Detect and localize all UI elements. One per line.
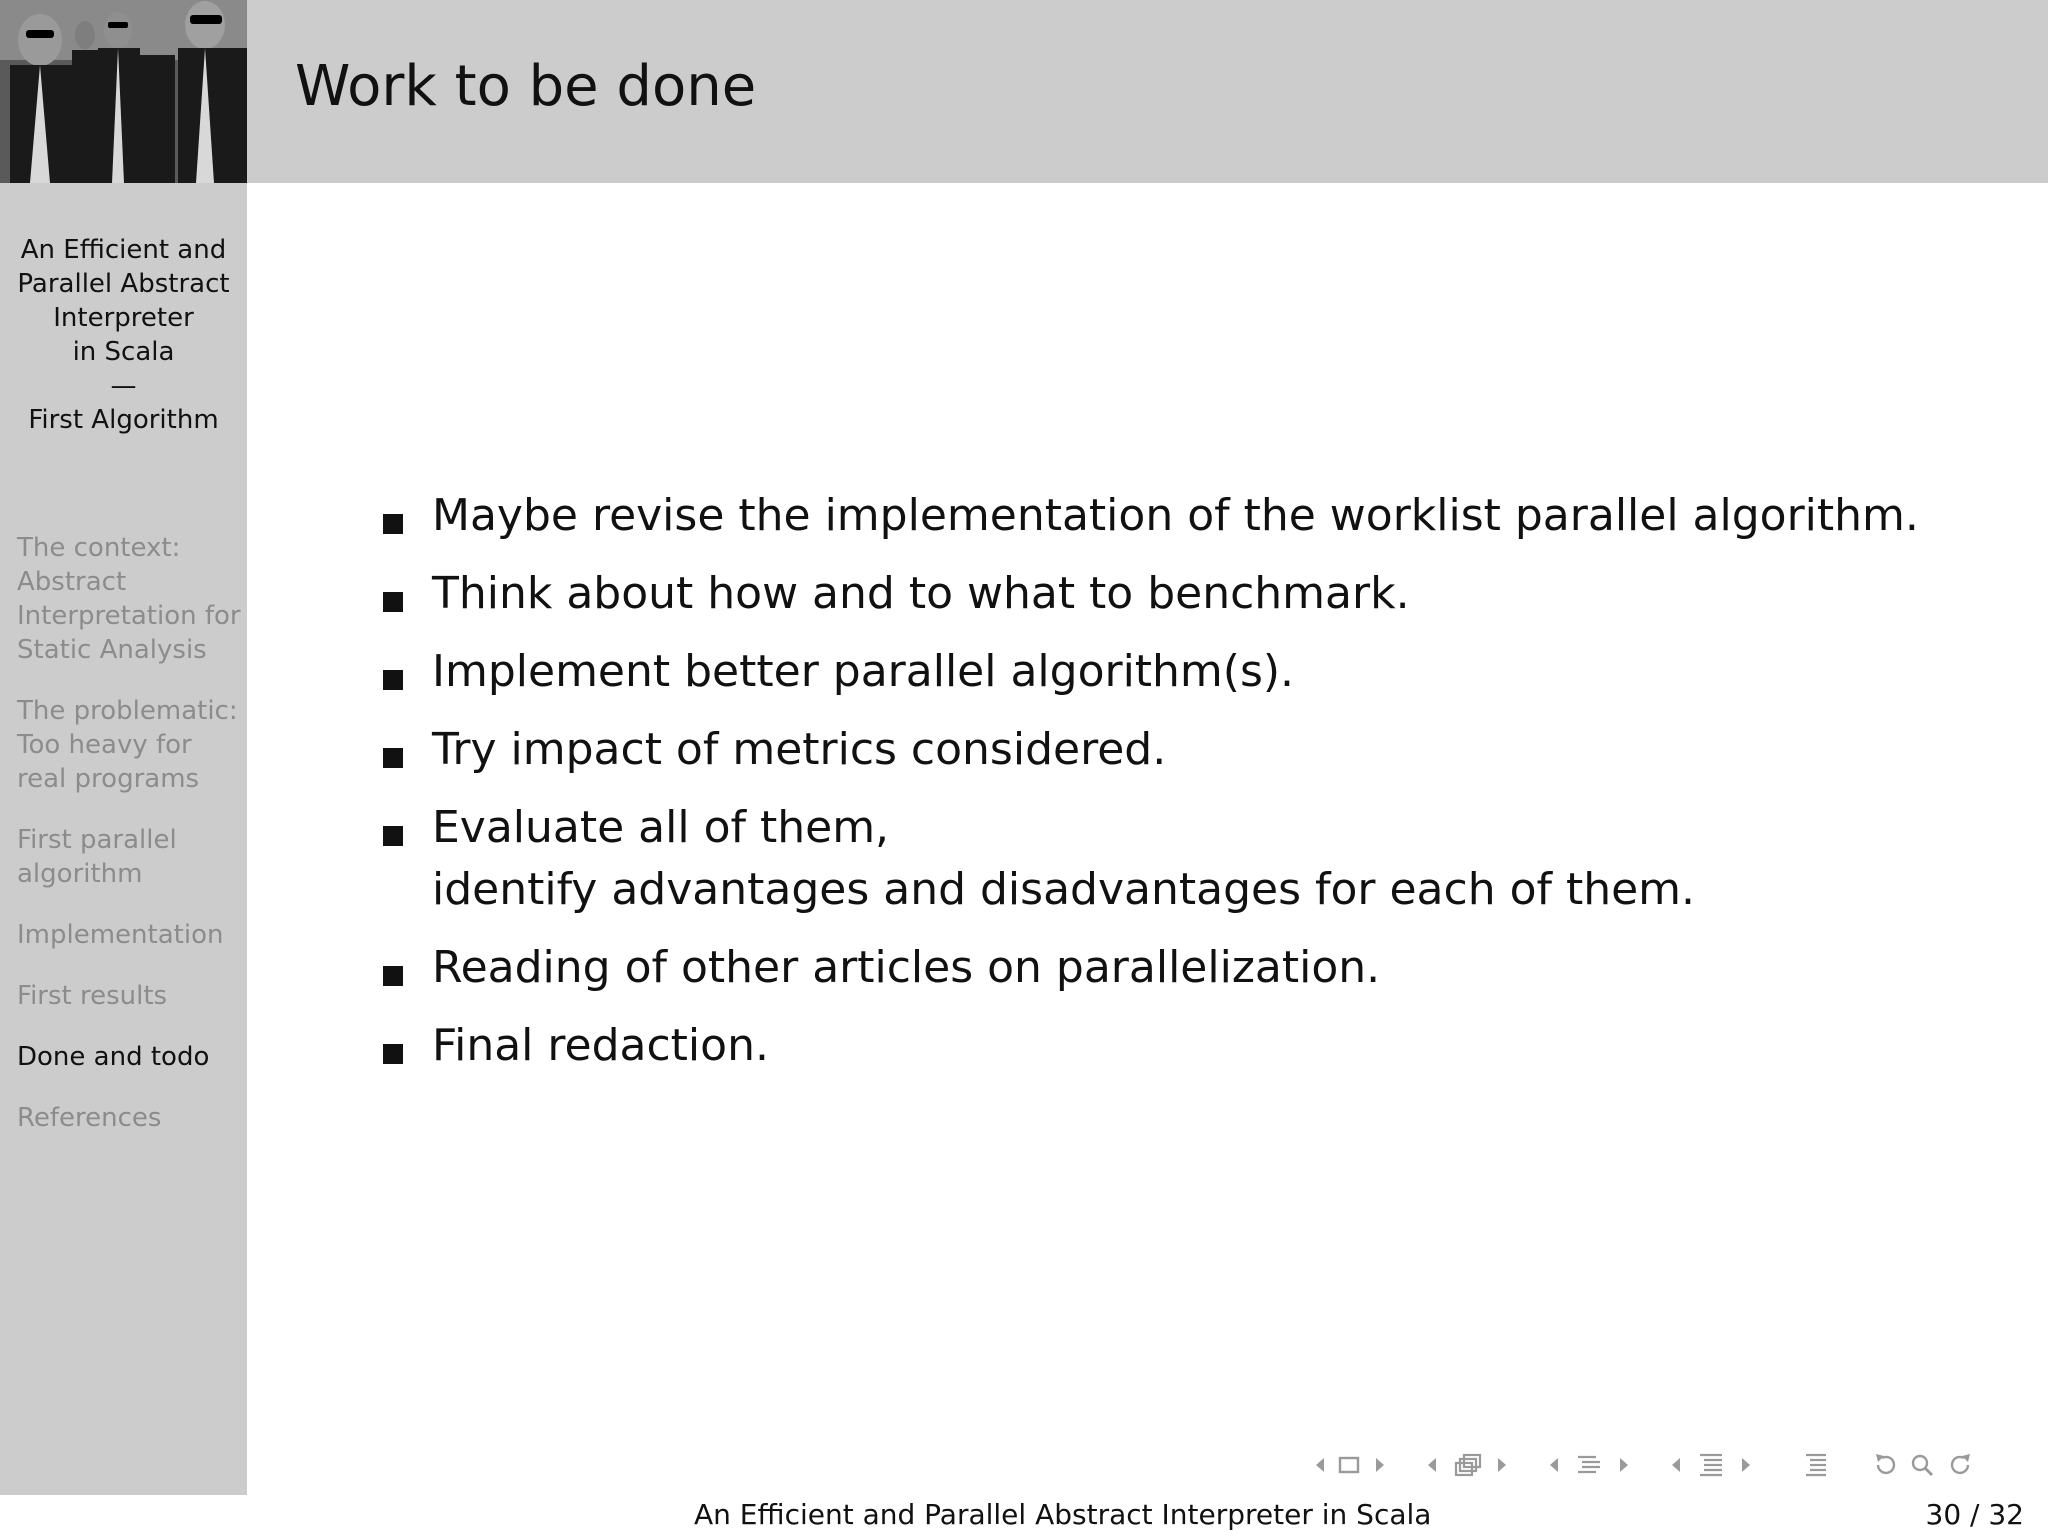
square-bullet-icon xyxy=(383,592,403,612)
toc-line: First results xyxy=(17,981,168,1011)
toc-line: algorithm xyxy=(17,859,143,889)
sidebar xyxy=(0,183,247,1495)
toc-line: References xyxy=(17,1103,162,1133)
short-title-line: An Efficient and xyxy=(20,235,227,265)
sidebar-item-implementation[interactable] xyxy=(17,918,245,952)
list-item xyxy=(380,719,2000,781)
square-bullet-icon xyxy=(383,748,403,768)
toc-line: Static Analysis xyxy=(17,635,207,665)
toc-line: Too heavy for xyxy=(17,730,192,760)
sidebar-item-references[interactable] xyxy=(17,1101,245,1135)
toc-line: Abstract xyxy=(17,567,127,597)
sidebar-item-done-and-todo[interactable] xyxy=(17,1040,245,1074)
nav-presentation-icon[interactable] xyxy=(1666,1450,1766,1480)
sidebar-item-context[interactable] xyxy=(17,531,245,667)
short-title-line: Parallel Abstract xyxy=(17,269,230,299)
nav-subsection-icon[interactable] xyxy=(1422,1450,1522,1480)
header-photo xyxy=(0,0,247,183)
toc-line: Implementation xyxy=(17,920,224,950)
list-item-text: Think about how and to what to benchmark. xyxy=(432,568,1410,619)
toc-line: First parallel xyxy=(17,825,177,855)
sidebar-toc xyxy=(17,531,245,1162)
nav-frame-icon[interactable] xyxy=(1310,1450,1400,1480)
sidebar-item-first-parallel-algorithm[interactable] xyxy=(17,823,245,891)
list-item-text: identify advantages and disadvantages for each of them. xyxy=(432,864,1696,915)
toc-line: The problematic: xyxy=(17,696,238,726)
short-title-line: Interpreter xyxy=(53,303,194,333)
list-item-text: Reading of other articles on parallelization. xyxy=(432,942,1381,993)
list-item xyxy=(380,563,2000,625)
list-item-text: Maybe revise the implementation of the worklist parallel algorithm. xyxy=(432,490,1919,541)
list-item xyxy=(380,797,2000,921)
square-bullet-icon xyxy=(383,670,403,690)
list-item-text: Try impact of metrics considered. xyxy=(432,724,1167,775)
list-item-text: Evaluate all of them, xyxy=(432,802,890,853)
navigation-symbols xyxy=(1310,1447,2002,1483)
toc-line: real programs xyxy=(17,764,200,794)
square-bullet-icon xyxy=(383,514,403,534)
square-bullet-icon xyxy=(383,826,403,846)
short-title-line: in Scala xyxy=(72,337,175,367)
sidebar-item-first-results[interactable] xyxy=(17,979,245,1013)
list-item-text: Final redaction. xyxy=(432,1020,769,1071)
nav-back-forward-search-icon[interactable] xyxy=(1870,1450,1980,1480)
sidebar-item-problematic[interactable] xyxy=(17,694,245,796)
nav-section-icon[interactable] xyxy=(1544,1450,1644,1480)
square-bullet-icon xyxy=(383,966,403,986)
footer-title: An Efficient and Parallel Abstract Interpreter in Scala xyxy=(694,1498,1432,1531)
frame-header xyxy=(247,0,2048,183)
nav-toc-icon[interactable] xyxy=(1788,1450,1848,1480)
page-number: 30 / 32 xyxy=(1925,1498,2024,1531)
toc-line: Interpretation for xyxy=(17,601,241,631)
square-bullet-icon xyxy=(383,1044,403,1064)
list-item-text: Implement better parallel algorithm(s). xyxy=(432,646,1295,697)
toc-line: The context: xyxy=(17,533,181,563)
short-title-line: First Algorithm xyxy=(28,405,219,435)
short-title-dash: — xyxy=(110,371,137,401)
list-item xyxy=(380,937,2000,999)
toc-line: Done and todo xyxy=(17,1042,210,1072)
sidebar-short-title[interactable] xyxy=(0,233,247,437)
list-item xyxy=(380,641,2000,703)
list-item xyxy=(380,1015,2000,1077)
frame-title: Work to be done xyxy=(295,54,757,119)
list-item xyxy=(380,485,2000,547)
bullet-list xyxy=(380,485,2000,1093)
